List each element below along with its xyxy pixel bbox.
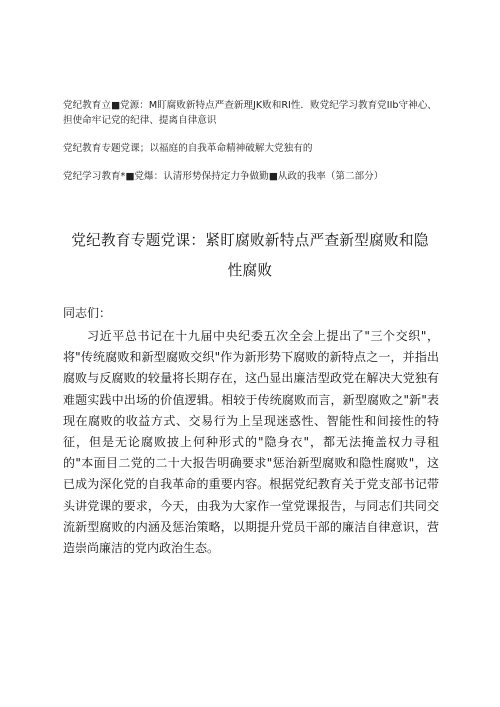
document-title-line: 性腐败 [227,262,273,279]
document-title [60,226,440,286]
related-article-link[interactable]: 党纪教育专题党课；以福庭的自我革命精神破解大党独有的 [63,143,313,154]
related-articles-list [63,98,443,184]
document-title-line: 党纪教育专题党课：紧盯腐败新特点严查新型腐败和隐 [71,232,429,249]
body-paragraph: 习近平总书记在十九届中央纪委五次全会上提出了"三个交织"，将"传统腐败和新型腐败交织"作为新形势下腐败的新特点之一，并指出腐败与反腐败的较量将长期存在，这凸显出廉洁型政党在解决大党独有难题实践中出场的价值逻辑。相较于传统腐败而言，新型腐败之"新"表现在腐败的收益方式、交易行为上呈现迷惑性、智能性和间接性的特征，但是无论腐败披上何种形式的"隐身衣"，都无法掩盖权力寻租的"本面目二党的二十大报告明确要求"惩治新型腐败和隐性腐败"，这已成为深化党的自我革命的重要内容。根据党纪教育关于党支部书记带头讲党课的要求，今天，由我为大家作一堂党课报告，与同志们共同交流新型腐败的内涵及惩治策略，以期提升党员干部的廉洁自律意识，营造崇尚廉洁的党内政治生态。 [63,329,439,556]
salutation: 同志们： [63,306,112,320]
related-article-link[interactable]: 党纪教育立■党源：M盯腐败新特点严查新理JK败和RI性．败党纪学习教育党IIb守神心、担使命牢记党的纪律、提离自律意识 [63,100,437,126]
related-article-link[interactable]: 党纪学习教育*■党爆：认清形势保持定力争做勤■从政的我率（第二部分） [63,171,384,182]
